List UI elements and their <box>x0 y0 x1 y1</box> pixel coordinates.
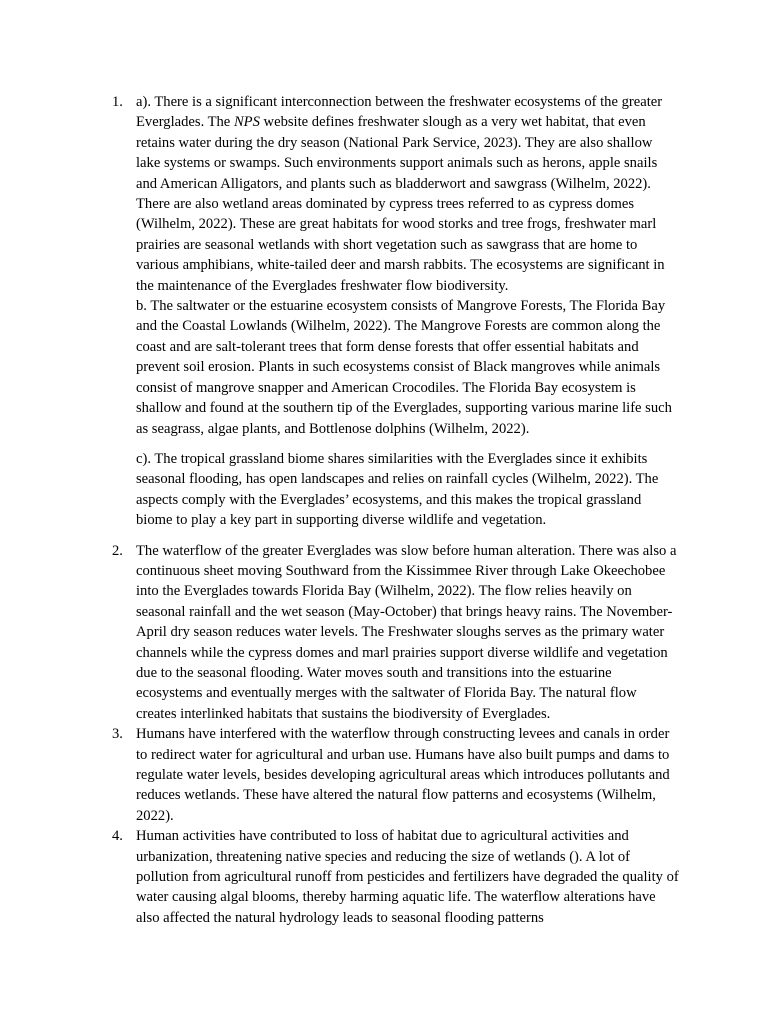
paragraph-1a <box>136 92 680 296</box>
list-number: 1. <box>112 94 123 110</box>
paragraph-3: Humans have interfered with the waterflow through constructing levees and canals in order to redirect water for agricultural and urban use. Humans have also built pumps and dams to regulate water levels, besides developing agricultural areas which introduces pollutants and reduces wetlands. These have altered the natural flow patterns and ecosystems (Wilhelm, 2022). <box>136 726 670 824</box>
list-item-3 <box>108 724 680 826</box>
nps-italic: NPS <box>233 114 260 131</box>
paragraph-1a-text-start: a). There is a significant interconnection between the freshwater ecosystems of the greater Everglades. The <box>136 94 663 131</box>
list-item-4 <box>108 826 680 928</box>
document-body <box>108 92 680 928</box>
list-number: 2. <box>112 542 123 559</box>
paragraph-1c: c). The tropical grassland biome shares similarities with the Everglades since it exhibits seasonal flooding, has open landscapes and relies on rainfall cycles (Wilhelm, 2022). The aspects comply with the Everglades’ ecosystems, and this makes the tropical grassland biome to play a key part in supporting diverse wildlife and vegetation. <box>136 450 659 529</box>
list-item-1 <box>108 92 680 531</box>
paragraph-4: Human activities have contributed to loss of habitat due to agricultural activities and urbanization, threatening native species and reducing the size of wetlands (). A lot of pollution from agricultural runoff from pesticides and fertilizers have degraded the quality of water causing algal blooms, thereby harming aquatic life. The waterflow alterations have also affected the natural hydrology leads to seasonal flooding patterns <box>136 828 679 926</box>
list-number: 4. <box>112 828 123 845</box>
list-number: 3. <box>112 726 123 743</box>
paragraph-2: The waterflow of the greater Everglades was slow before human alteration. There was also a continuous sheet moving Southward from the Kissimmee River through Lake Okeechobee into the Everglades towards Florida Bay (Wilhelm, 2022). The flow relies heavily on seasonal rainfall and the wet season (May-October) that brings heavy rains. The November-April dry season reduces water levels. The Freshwater sloughs serves as the primary water channels while the cypress domes and marl prairies support diverse wildlife and vegetation due to the seasonal flooding. Water moves south and transitions into the estuarine ecosystems and eventually merges with the saltwater of Florida Bay. The natural flow creates interlinked habitats that sustains the biodiversity of Everglades. <box>136 542 677 722</box>
paragraph-1b: b. The saltwater or the estuarine ecosystem consists of Mangrove Forests, The Florida Bay and the Coastal Lowlands (Wilhelm, 2022). The Mangrove Forests are common along the coast and are salt-tolerant trees that form dense forests that offer essential habitats and prevent soil erosion. Plants in such ecosystems consist of Black mangroves while animals consist of mangrove snapper and American Crocodiles. The Florida Bay ecosystem is shallow and found at the southern tip of the Everglades, supporting various marine life such as seagrass, algae plants, and Bottlenose dolphins (Wilhelm, 2022). <box>136 298 672 437</box>
list-item-2 <box>108 541 680 725</box>
paragraph-1a-text-end: website defines freshwater slough as a very wet habitat, that even retains water during the dry season (National Park Service, 2023). They are also shallow lake systems or swamps. Such environments support animals such as herons, apple snails and American Alligators, and plants such as bladderwort and sawgrass (Wilhelm, 2022). There are also wetland areas dominated by cypress trees referred to as cypress domes (Wilhelm, 2022). These are great habitats for wood storks and tree frogs, freshwater marl prairies are seasonal wetlands with short vegetation such as sawgrass that are home to various amphibians, white-tailed deer and marsh rabbits. The ecosystems are significant in the maintenance of the Everglades freshwater flow biodiversity. <box>136 114 665 294</box>
